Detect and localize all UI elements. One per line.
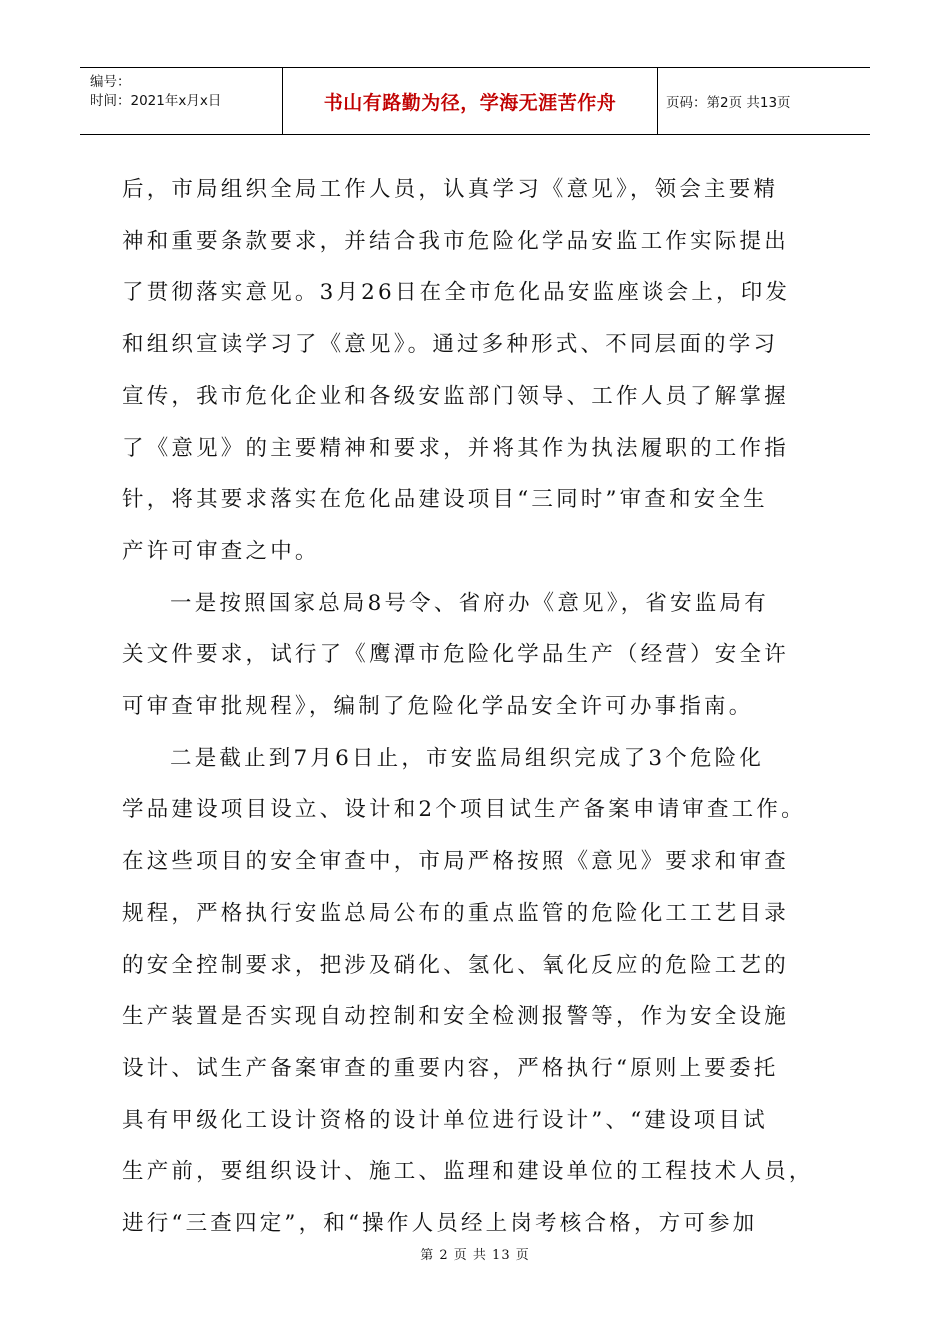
- body-line: 产许可审查之中。: [122, 538, 320, 564]
- body-line: 可审查审批规程》，编制了危险化学品安全许可办事指南。: [122, 694, 754, 720]
- document-body: [122, 164, 834, 1250]
- body-line: 宣传，我市危化企业和各级安监部门领导、工作人员了解掌握: [122, 383, 789, 409]
- body-line: 关文件要求，试行了《鹰潭市危险化学品生产（经营）安全许: [122, 642, 789, 668]
- body-line: 后，市局组织全局工作人员，认真学习《意见》，领会主要精: [122, 177, 779, 202]
- document-number-label: 编号：: [90, 74, 131, 90]
- body-line: 设计、试生产备案审查的重要内容，严格执行“原则上要委托: [122, 1055, 779, 1081]
- header-page-info: 页码：第2页 共13页: [666, 95, 791, 111]
- body-line: 了贯彻落实意见。3月26日在全市危化品安监座谈会上，印发: [122, 280, 791, 306]
- document-time-label: 时间：2021年x月x日: [90, 93, 222, 109]
- body-line: 在这些项目的安全审查中，市局严格按照《意见》要求和审查: [122, 849, 789, 875]
- body-line: 一是按照国家总局8号令、省府办《意见》，省安监局有: [170, 590, 769, 616]
- body-line: 进行“三查四定”，和“操作人员经上岗考核合格，方可参加: [122, 1211, 758, 1237]
- body-line: 生产前，要组织设计、施工、监理和建设单位的工程技术人员，: [122, 1159, 814, 1185]
- body-line: 针，将其要求落实在危化品建设项目“三同时”审查和安全生: [122, 487, 768, 513]
- body-line: 了《意见》的主要精神和要求，并将其作为执法履职的工作指: [122, 435, 789, 461]
- body-line: 二是截止到7月6日止，市安监局组织完成了3个危险化: [170, 745, 765, 771]
- body-line: 学品建设项目设立、设计和2个项目试生产备案申请审查工作。: [122, 797, 806, 823]
- body-line: 神和重要条款要求，并结合我市危险化学品安监工作实际提出: [122, 228, 789, 254]
- document-header: [80, 67, 870, 135]
- body-line: 具有甲级化工设计资格的设计单位进行设计”、“建设项目试: [122, 1107, 768, 1133]
- body-line: 和组织宣读学习了《意见》。通过多种形式、不同层面的学习: [122, 332, 779, 358]
- body-line: 生产装置是否实现自动控制和安全检测报警等，作为安全设施: [122, 1004, 789, 1030]
- body-line: 的安全控制要求，把涉及硝化、氢化、氧化反应的危险工艺的: [122, 952, 789, 978]
- page-footer: 第 2 页 共 13 页: [420, 1248, 530, 1263]
- header-motto: 书山有路勤为径，学海无涯苦作舟: [283, 68, 658, 134]
- header-meta: [80, 68, 283, 134]
- body-line: 规程，严格执行安监总局公布的重点监管的危险化工工艺目录: [122, 900, 789, 926]
